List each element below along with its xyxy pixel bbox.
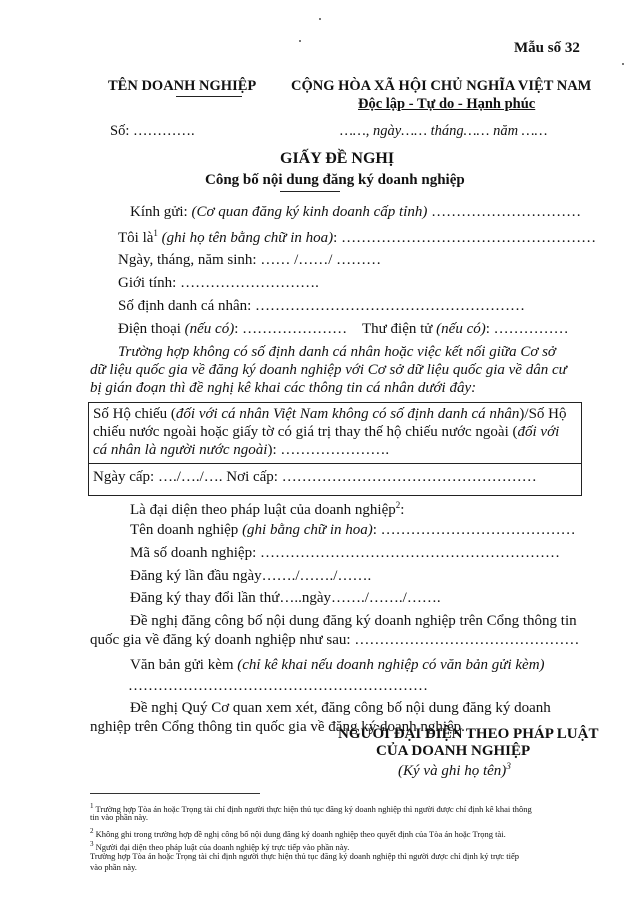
passport-l1-c: )/Số Hộ <box>519 406 567 422</box>
footnote-ref-3: 3 <box>506 761 511 771</box>
document-date: ……, ngày…… tháng…… năm …… <box>340 123 548 139</box>
company-name-underline <box>176 96 242 97</box>
phone-hint: (nếu có) <box>184 321 235 337</box>
scan-speck <box>622 63 624 65</box>
id-number-field: Số định danh cá nhân: ……………………………………………… <box>118 298 526 314</box>
recipient-line <box>130 204 581 221</box>
closing-line-1: Đề nghị Quý Cơ quan xem xét, đăng công bố nội dung đăng ký doanh <box>130 700 551 716</box>
applicant-name-dots: : …………………………………………… <box>333 230 597 246</box>
gender-field: Giới tính: ………………………. <box>118 275 319 291</box>
footnote-ref-1: 1 <box>153 228 158 238</box>
passport-l1-a: Số Hộ chiếu ( <box>93 406 176 422</box>
recipient-text: (Cơ quan đăng ký kinh doanh cấp tỉnh) <box>191 204 428 220</box>
scan-speck <box>299 40 301 42</box>
note-line-3: bị gián đoạn thì đề nghị kê khai các thông tin cá nhân dưới đây: <box>90 380 477 396</box>
note-line-2: dữ liệu quốc gia về đăng ký doanh nghiệp với Cơ sở dữ liệu quốc gia về dân cư <box>90 362 567 378</box>
phone-dots: : ………………… <box>234 321 348 337</box>
phone-prefix: Điện thoại <box>118 321 185 337</box>
phone-field <box>118 321 347 338</box>
request-line-1: Đề nghị đăng công bố nội dung đăng ký doanh nghiệp trên Cổng thông tin <box>130 613 577 629</box>
signature-hint <box>398 761 511 780</box>
change-registration-field: Đăng ký thay đổi lần thứ…..ngày……./……./……. <box>130 590 441 606</box>
applicant-name-field <box>118 228 596 247</box>
scan-speck <box>319 18 321 20</box>
footnote-2: $^2$ Không ghi trong trường hợp đề nghị công bố nội dung đăng ký doanh nghiệp theo quyết định của Tòa án hoặc Trọng tài. <box>90 827 506 839</box>
applicant-name-prefix: Tôi là <box>118 230 154 246</box>
note-line-1: Trường hợp không có số định danh cá nhân hoặc việc kết nối giữa Cơ sở <box>118 344 556 360</box>
footnote-ref-2: 2 <box>395 500 401 510</box>
footnote-3c: vào phần này. <box>90 862 137 872</box>
first-registration-field: Đăng ký lần đầu ngày……./……./……. <box>130 568 372 584</box>
passport-l1-b: đối với cá nhân Việt Nam không có số định danh cá nhân <box>175 406 520 422</box>
request-line-2: quốc gia về đăng ký doanh nghiệp như sau: ……………………………………… <box>90 632 580 648</box>
attachment-hint: (chỉ kê khai nếu doanh nghiệp có văn bản gửi kèm) <box>237 657 545 673</box>
nation-name: CỘNG HÒA XÃ HỘI CHỦ NGHĨA VIỆT NAM <box>291 78 592 94</box>
recipient-prefix: Kính gửi: <box>130 204 192 220</box>
page-subtitle: Công bố nội dung đăng ký doanh nghiệp <box>205 172 465 188</box>
applicant-name-hint: (ghi họ tên bằng chữ in hoa) <box>157 230 334 246</box>
closing-line-2: nghiệp trên Cổng thông tin quốc gia về đăng ký doanh nghiệp. <box>90 719 465 735</box>
company-name-prefix: Tên doanh nghiệp <box>130 522 243 538</box>
footnote-1b: tin vào phần này. <box>90 812 148 822</box>
footnote-1a: $^1$ Trường hợp Tòa án hoặc Trọng tài chỉ định người thực hiện thủ tục đăng ký doanh nghiệp thì người được chỉ định kê khai thông <box>90 802 532 814</box>
attachment-line <box>130 657 545 674</box>
email-dots: : …………… <box>485 321 569 337</box>
attachment-dots: …………………………………………………… <box>128 678 428 694</box>
company-name-field <box>130 522 576 539</box>
passport-box-divider <box>89 463 581 464</box>
dob-field: Ngày, tháng, năm sinh: …… /……/ ……… <box>118 252 382 268</box>
passport-line-1 <box>93 406 567 423</box>
company-name-label: TÊN DOANH NGHIỆP <box>108 78 257 94</box>
passport-l3-b: ): …………………. <box>267 442 390 458</box>
document-number: Số: …………. <box>110 123 195 139</box>
attachment-prefix: Văn bản gửi kèm <box>130 657 238 673</box>
passport-l2-b: đối với <box>517 424 560 440</box>
footnote-rule <box>90 793 260 794</box>
rep-intro-text: Là đại diện theo pháp luật của doanh nghiệp <box>130 502 396 518</box>
passport-line-2 <box>93 424 559 441</box>
recipient-dots: ………………………… <box>427 204 582 220</box>
subtitle-underline <box>280 191 340 192</box>
rep-intro: Là đại diện theo pháp luật của doanh nghiệp$^2$: <box>130 500 405 518</box>
passport-l3-a: cá nhân là người nước ngoài <box>93 442 268 458</box>
footnote-3: $^3$ Người đại diện theo pháp luật của doanh nghiệp ký trực tiếp vào phần này. <box>90 840 350 852</box>
signature-title-2: CỦA DOANH NGHIỆP <box>376 743 531 759</box>
company-name-dots: : ………………………………… <box>372 522 576 538</box>
passport-l2-a: chiếu nước ngoài hoặc giấy tờ có giá trị thay thế hộ chiếu nước ngoài ( <box>93 424 518 440</box>
signature-title-1: NGƯỜI ĐẠI DIỆN THEO PHÁP LUẬT <box>338 726 599 742</box>
email-hint: (nếu có) <box>436 321 486 337</box>
company-name-hint: (ghi bằng chữ in hoa) <box>242 522 373 538</box>
passport-line-3 <box>93 442 389 459</box>
form-number: Mẫu số 32 <box>514 40 580 56</box>
nation-motto: Độc lập - Tự do - Hạnh phúc <box>358 96 536 112</box>
signature-hint-text: (Ký và ghi họ tên) <box>398 763 507 779</box>
page-title: GIẤY ĐỀ NGHỊ <box>280 150 395 167</box>
passport-issue-line: Ngày cấp: …./…./…. Nơi cấp: …………………………………………… <box>93 469 537 485</box>
footnote-3b: Trường hợp Tòa án hoặc Trọng tài chỉ định người thực hiện thủ tục đăng ký doanh nghiệp thì người được chỉ định ký trực tiếp <box>90 851 520 861</box>
email-prefix: Thư điện tử <box>362 321 437 337</box>
tax-code-field: Mã số doanh nghiệp: …………………………………………………… <box>130 545 560 561</box>
email-field <box>362 321 569 338</box>
